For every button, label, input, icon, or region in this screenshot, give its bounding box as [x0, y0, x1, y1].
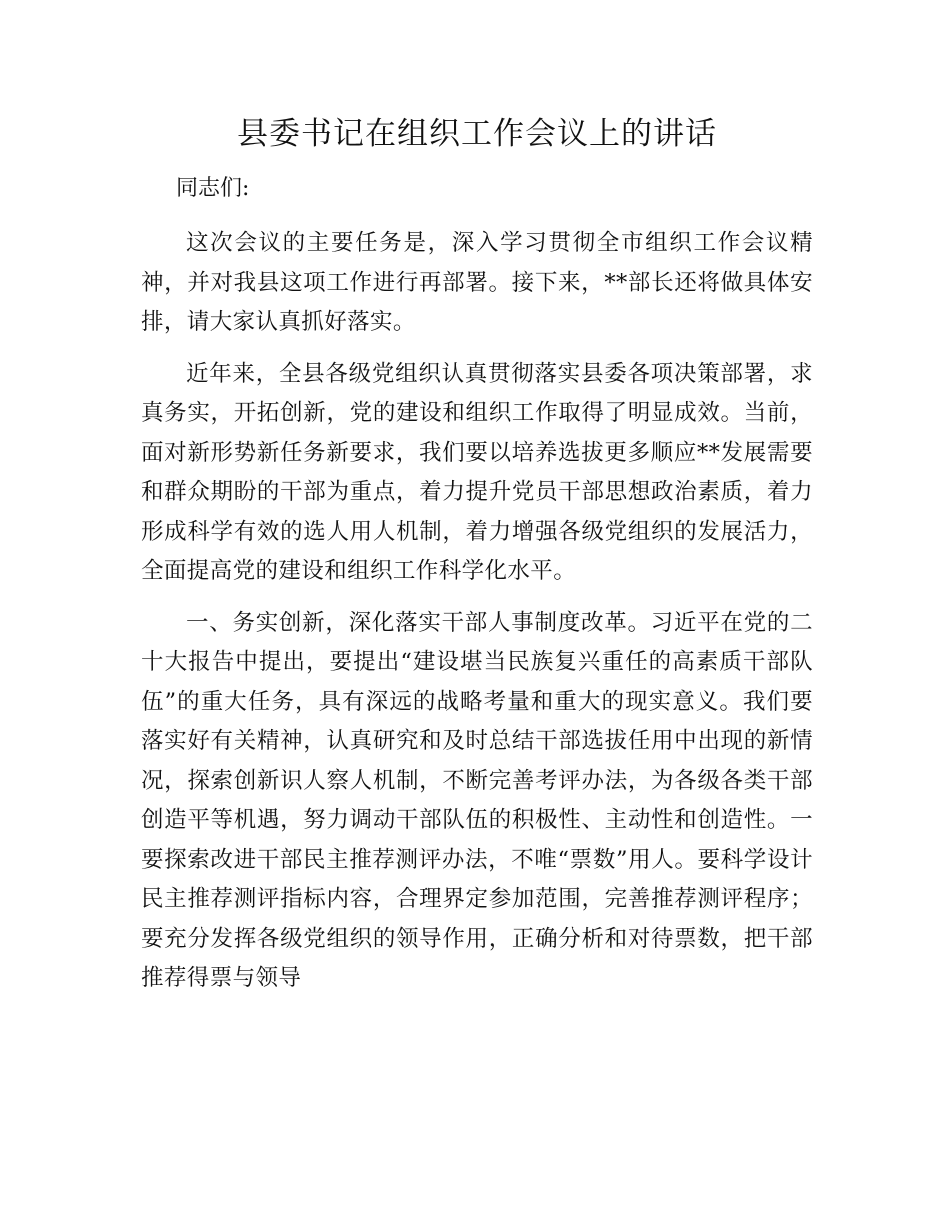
paragraph-1: 这次会议的主要任务是，深入学习贯彻全市组织工作会议精神，并对我县这项工作进行再部署。接下来，**部长还将做具体安排，请大家认真抓好落实。 — [141, 230, 813, 335]
document-title: 县委书记在组织工作会议上的讲话 — [237, 116, 717, 152]
paragraph-2: 近年来，全县各级党组织认真贯彻落实县委各项决策部署，求真务实，开拓创新，党的建设和组织工作取得了明显成效。当前，面对新形势新任务新要求，我们要以培养选拔更多顺应**发展需要和群众期盼的干部为重点，着力提升党员干部思想政治素质，着力形成科学有效的选人用人机制，着力增强各级党组织的发展活力，全面提高党的建设和组织工作科学化水平。 — [141, 360, 813, 584]
greeting: 同志们: — [176, 176, 250, 201]
paragraph-3: 一、务实创新，深化落实干部人事制度改革。习近平在党的二十大报告中提出，要提出“建设堪当民族复兴重任的高素质干部队伍”的重大任务，具有深远的战略考量和重大的现实意义。我们要落实好有关精神，认真研究和及时总结干部选拔任用中出现的新情况，探索创新识人察人机制，不断完善考评办法，为各级各类干部创造平等机遇，努力调动干部队伍的积极性、主动性和创造性。一要探索改进干部民主推荐测评办法，不唯“票数”用人。要科学设计民主推荐测评指标内容，合理界定参加范围，完善推荐测评程序；要充分发挥各级党组织的领导作用，正确分析和对待票数，把干部推荐得票与领导 — [141, 609, 813, 991]
document-page — [141, 112, 813, 1011]
